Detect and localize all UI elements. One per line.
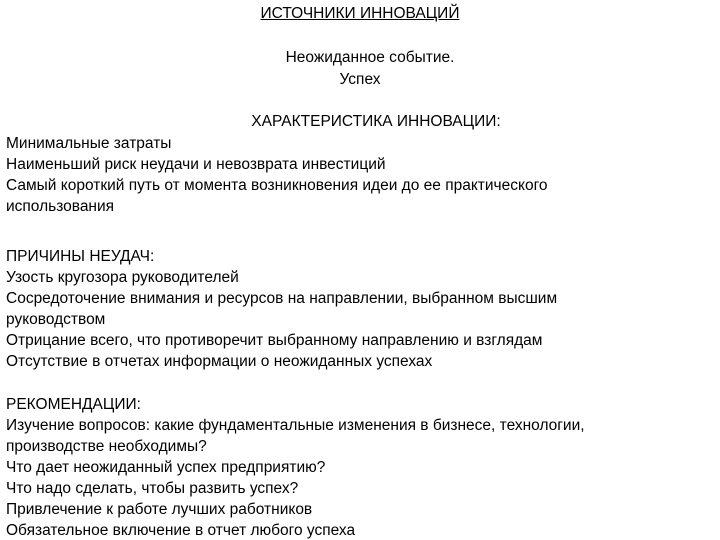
list-item: Отрицание всего, что противоречит выбранному направлению и взглядам bbox=[6, 332, 543, 349]
list-item: Обязательное включение в отчет любого успеха bbox=[6, 522, 356, 539]
list-item: Самый короткий путь от момента возникновения идеи до ее практического bbox=[6, 177, 548, 194]
list-item: руководством bbox=[6, 311, 106, 328]
list-item: Привлечение к работе лучших работников bbox=[6, 501, 313, 518]
list-item: Минимальные затраты bbox=[6, 135, 172, 152]
failures-section bbox=[6, 246, 706, 372]
characteristics-list bbox=[6, 133, 706, 217]
subtitle-line-2: Успех bbox=[339, 71, 381, 88]
recommendations-heading: РЕКОМЕНДАЦИИ: bbox=[6, 396, 141, 413]
list-item: Отсутствие в отчетах информации о неожиданных успехах bbox=[6, 353, 433, 370]
list-item: использования bbox=[6, 198, 115, 215]
list-item: Изучение вопросов: какие фундаментальные изменения в бизнесе, технологии, bbox=[6, 417, 585, 434]
list-item: производстве необходимы? bbox=[6, 438, 207, 455]
failures-heading: ПРИЧИНЫ НЕУДАЧ: bbox=[6, 248, 155, 265]
list-item: Сосредоточение внимания и ресурсов на направлении, выбранном высшим bbox=[6, 290, 558, 307]
list-item: Что надо сделать, чтобы развить успех? bbox=[6, 480, 299, 497]
recommendations-section bbox=[6, 394, 706, 540]
page-title: ИСТОЧНИКИ ИННОВАЦИЙ bbox=[260, 5, 460, 22]
list-item: Узость кругозора руководителей bbox=[6, 269, 239, 286]
list-item: Что дает неожиданный успех предприятию? bbox=[6, 459, 326, 476]
characteristics-heading: ХАРАКТЕРИСТИКА ИННОВАЦИИ: bbox=[251, 113, 501, 130]
list-item: Наименьший риск неудачи и невозврата инвестиций bbox=[6, 156, 386, 173]
subtitle-line-1: Неожиданное событие. bbox=[285, 49, 455, 66]
